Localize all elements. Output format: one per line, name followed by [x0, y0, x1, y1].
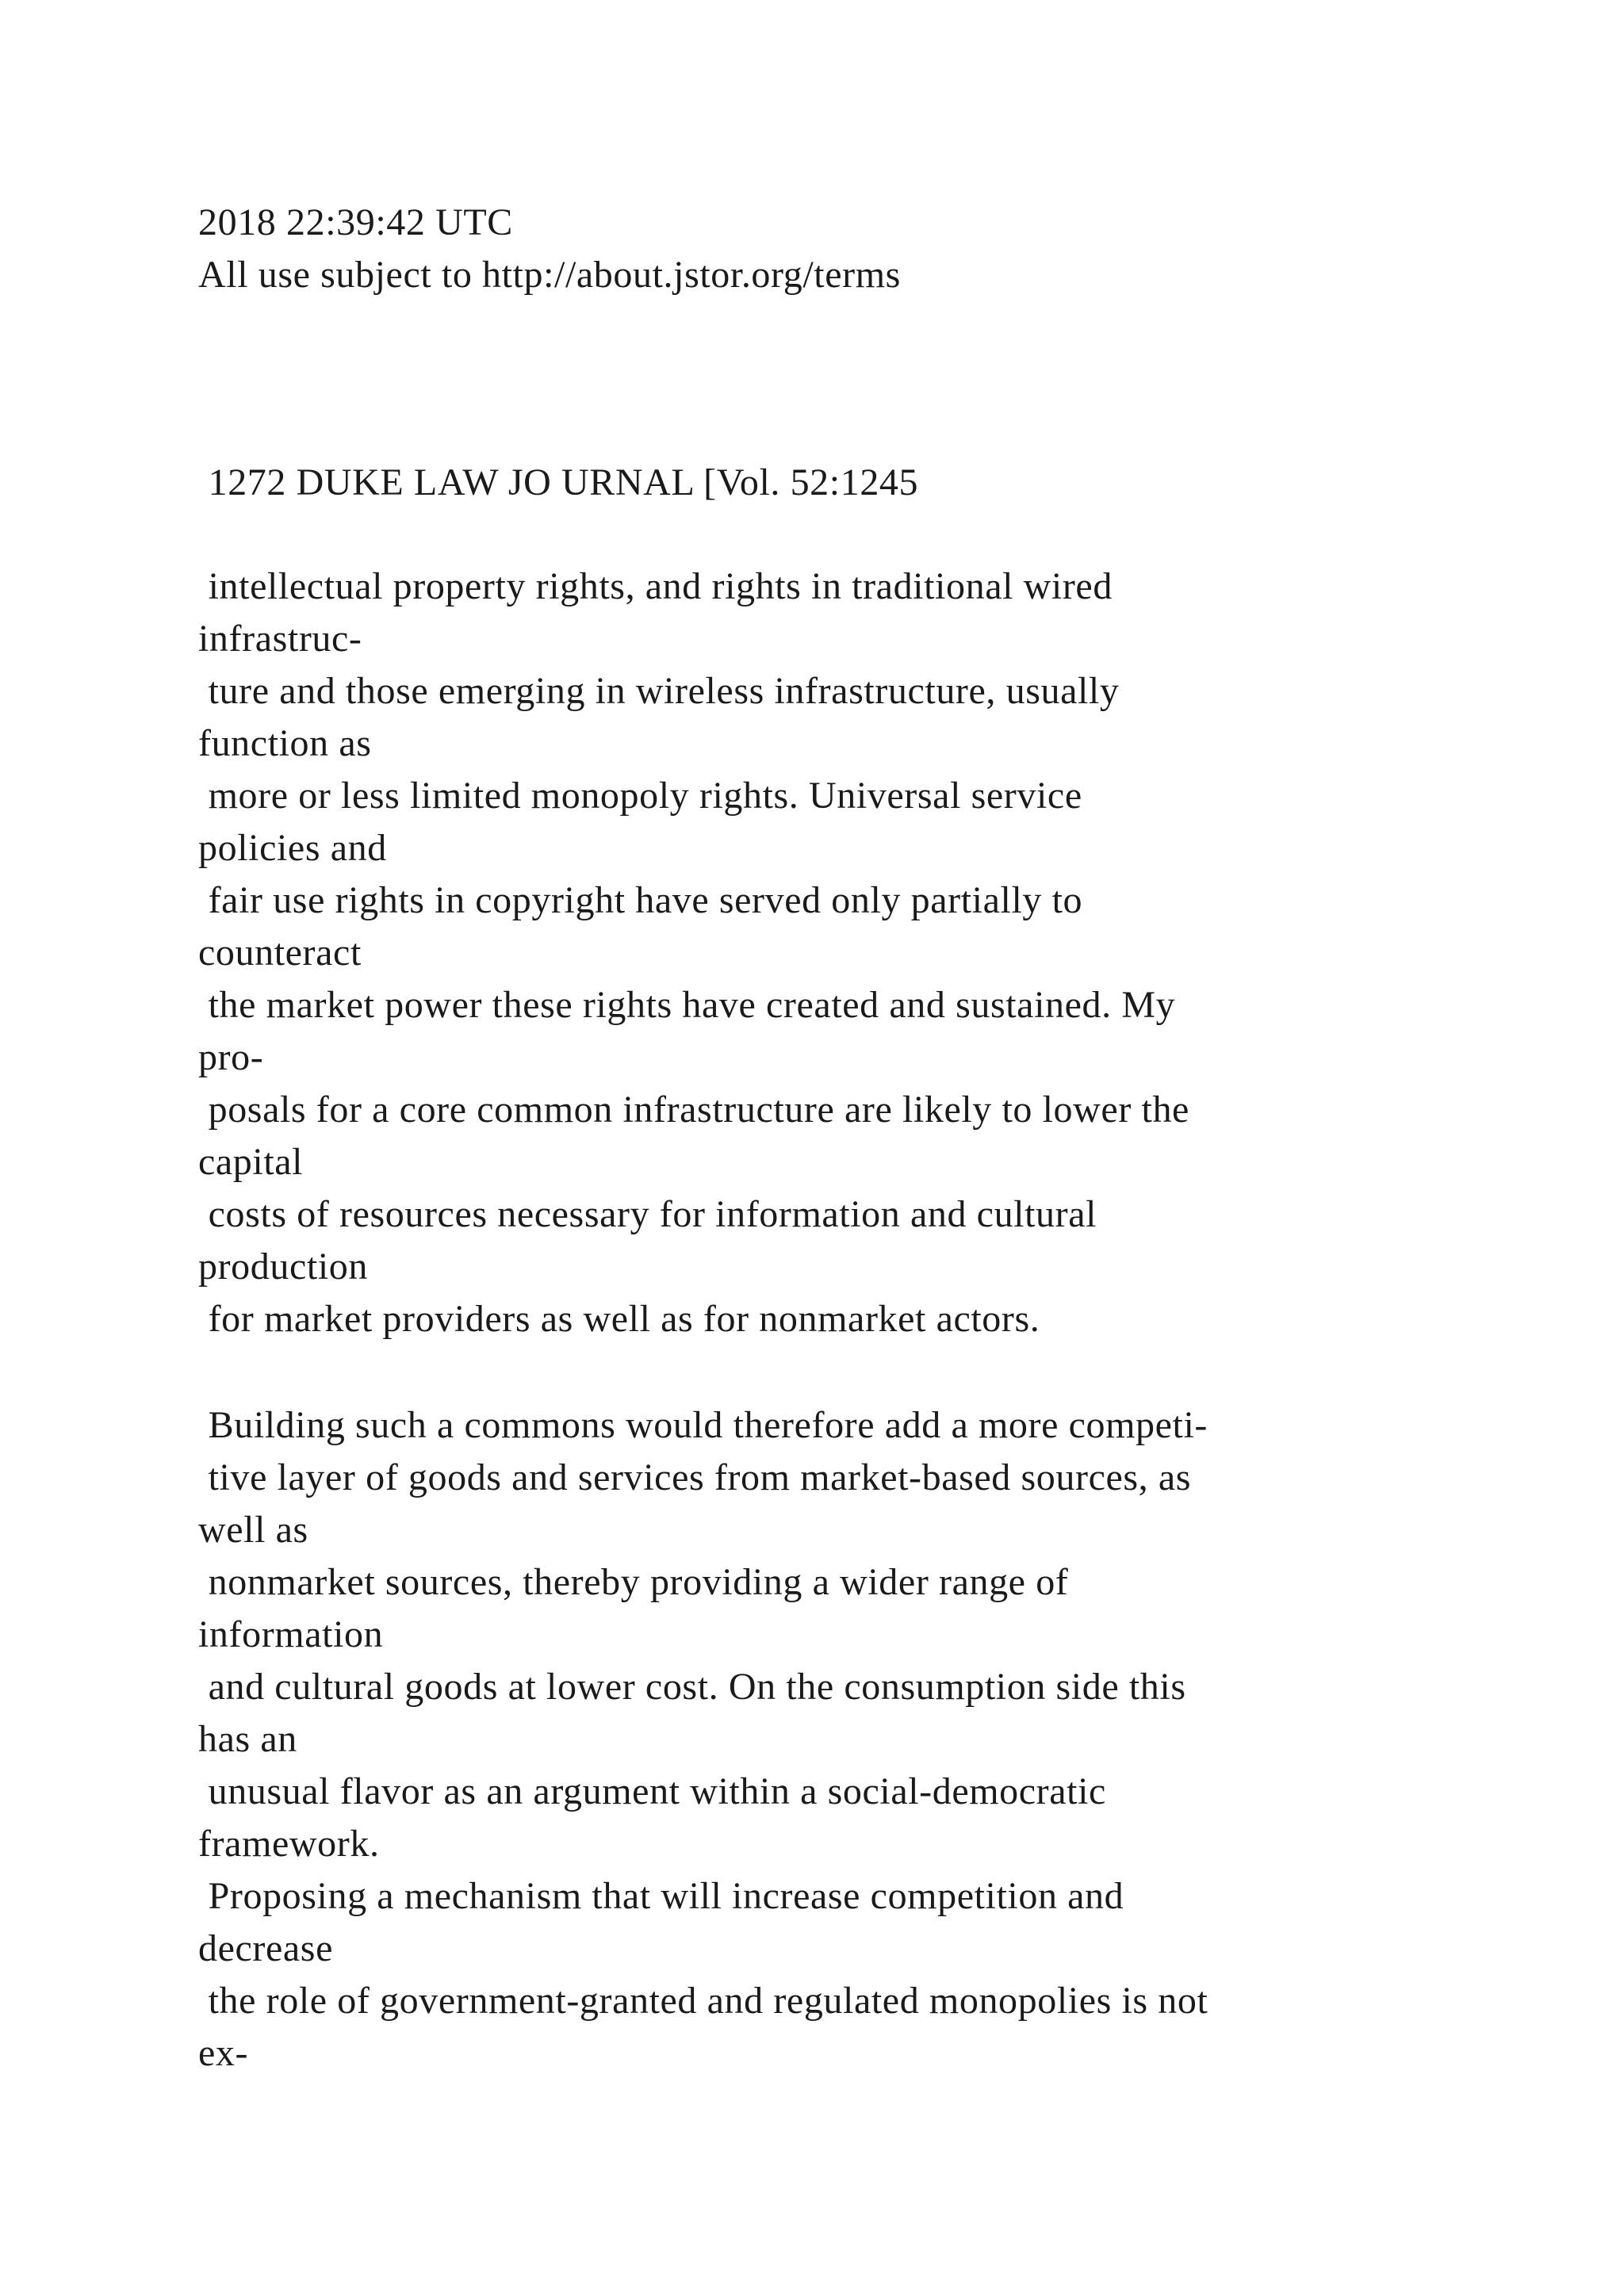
- text-line: pro-: [198, 1036, 264, 1078]
- text-line: costs of resources necessary for information and cultural: [198, 1193, 1097, 1235]
- text-line: and cultural goods at lower cost. On the consumption side this: [198, 1666, 1186, 1708]
- text-line: production: [198, 1246, 368, 1288]
- text-line: more or less limited monopoly rights. Universal service: [198, 775, 1082, 817]
- text-line: function as: [198, 722, 372, 764]
- text-line: unusual flavor as an argument within a social-democratic: [198, 1770, 1106, 1812]
- text-line: the market power these rights have created and sustained. My: [198, 984, 1176, 1026]
- text-line: posals for a core common infrastructure are likely to lower the: [198, 1089, 1189, 1131]
- text-line: ture and those emerging in wireless infrastructure, usually: [198, 670, 1120, 712]
- paragraph: [198, 1399, 1594, 2080]
- text-line: information: [198, 1613, 384, 1655]
- download-timestamp: 2018 22:39:42 UTC: [198, 201, 513, 243]
- text-line: tive layer of goods and services from market-based sources, as: [198, 1456, 1192, 1498]
- text-line: infrastruc-: [198, 618, 362, 660]
- text-line: nonmarket sources, thereby providing a wider range of: [198, 1561, 1069, 1603]
- text-line: the role of government-granted and regulated monopolies is not: [198, 1980, 1208, 2022]
- text-line: well as: [198, 1509, 308, 1551]
- page-header-text: 1272 DUKE LAW JO URNAL [Vol. 52:1245: [198, 461, 919, 503]
- text-line: policies and: [198, 827, 387, 869]
- text-line: framework.: [198, 1823, 380, 1865]
- text-line: capital: [198, 1141, 304, 1183]
- terms-of-use-line: All use subject to http://about.jstor.org/terms: [198, 254, 901, 296]
- text-line: for market providers as well as for nonmarket actors.: [198, 1298, 1040, 1340]
- download-notice: [198, 197, 1594, 301]
- text-line: ex-: [198, 2032, 249, 2074]
- text-line: Proposing a mechanism that will increase competition and: [198, 1875, 1124, 1917]
- text-line: Building such a commons would therefore add a more competi-: [198, 1404, 1208, 1446]
- running-header: [198, 457, 1594, 509]
- text-line: decrease: [198, 1927, 333, 1969]
- paragraph: [198, 561, 1594, 1345]
- text-line: counteract: [198, 932, 362, 974]
- text-line: fair use rights in copyright have served only partially to: [198, 879, 1083, 921]
- text-line: intellectual property rights, and rights in traditional wired: [198, 565, 1113, 607]
- text-line: has an: [198, 1718, 297, 1760]
